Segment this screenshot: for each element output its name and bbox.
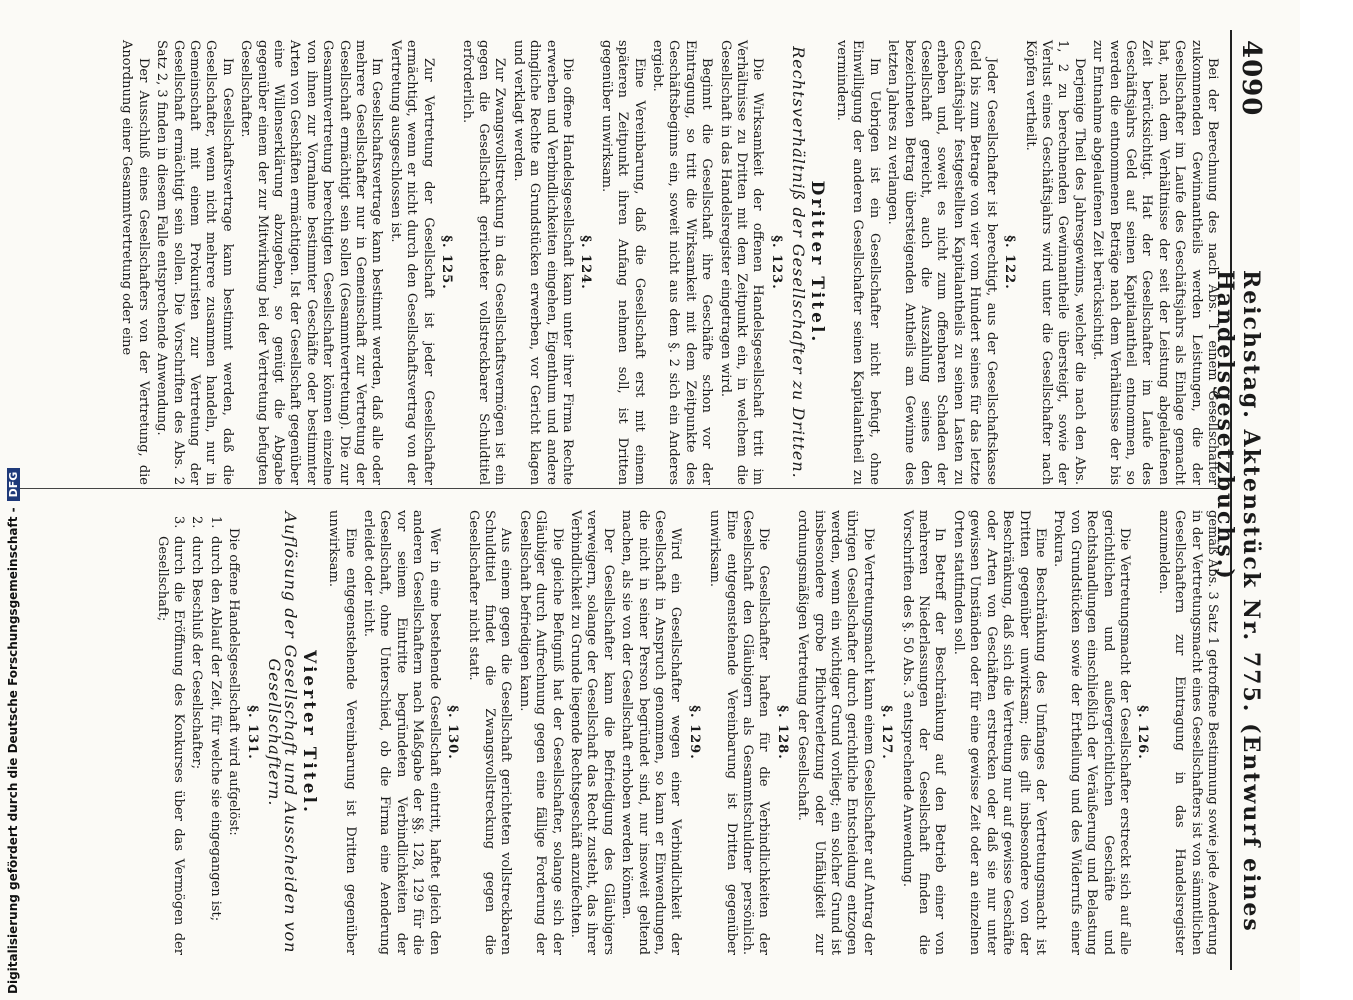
paragraph: Die Vertretungsmacht kann einem Gesellschafter auf Antrag der übrigen Gesellschafter durch gerichtliche Entscheidung entzogen werden, wenn ein wichtiger Grund vorliegt; ein solcher Grund ist insbesondere grobe Pflichtverletzung oder Unfähigkeit zur ordnungsmäßigen Vertretung der Gesellschaft. <box>795 510 876 955</box>
list-number: 1. <box>207 516 223 529</box>
list-item <box>188 510 204 955</box>
right-column <box>20 510 1220 955</box>
page-number: 4090 <box>1236 40 1266 117</box>
section-heading: §. 131. <box>244 705 260 760</box>
paragraph: Die gleiche Befugniß hat der Gesellschafter, solange sich der Gläubiger durch Aufrechnung gegen eine fällige Forderung der Gesellschaft befriedigen kann. <box>516 510 565 955</box>
title-heading: Dritter Titel. <box>806 180 827 345</box>
list-text: durch die Eröffnung des Konkurses über das Vermögen der Gesellschaft; <box>154 536 187 955</box>
column-divider <box>20 488 1220 489</box>
paragraph: Aus einem gegen die Gesellschaft gerichteten vollstreckbaren Schuldtitel findet die Zwangsvollstreckung gegen die Gesellschafter nicht statt. <box>465 510 514 955</box>
left-column <box>20 40 1220 485</box>
list-number: 3. <box>171 516 187 529</box>
paragraph: Zur Vertretung der Gesellschaft ist jeder Gesellschafter ermächtigt, wenn er nicht durch den Gesellschaftsvertrag von der Vertretung ausgeschlossen ist. <box>387 40 436 485</box>
credit-text: Digitalisierung gefördert durch die Deutsche Forschungsgemeinschaft - <box>6 507 20 994</box>
list-number: 2. <box>189 516 205 529</box>
paragraph: Eine Beschränkung des Umfanges der Vertretungsmacht ist Dritten gegenüber unwirksam; dies gilt insbesondere von der Beschränkung, daß sich die Vertretung nur auf gewisse Geschäfte oder Arten von Geschäften erstrecken oder daß sie nur unter gewissen Umständen oder für eine gewisse Zeit oder an einzelnen Orten stattfinden soll. <box>950 510 1048 955</box>
title-heading: Vierter Titel. <box>298 650 319 815</box>
section-heading: §. 125. <box>439 235 455 290</box>
dfg-logo: DFG <box>7 468 20 502</box>
section-heading: §. 123. <box>768 235 784 290</box>
paragraph: Bei der Berechnung des nach Abs. 1 einem Gesellschafter zukommenden Gewinnantheils werden Leistungen, die der Gesellschafter im Laufe des Geschäftsjahrs als Einlage gemacht hat, nach dem Verhältnisse der seit der Leistung abgelaufenen Zeit berücksichtigt. Hat der Gesellschafter im Laufe des Geschäftsjahrs Geld auf seinen Kapitalantheil entnommen, so werden die entnommenen Beträge nach dem Verhältnisse der bis zur Entnahme abgelaufenen Zeit berücksichtigt. <box>1090 40 1220 485</box>
subtitle-heading: Auflösung der Gesellschaft und Ausscheiden von Gesellschaftern. <box>265 511 301 954</box>
paragraph: Beginnt die Gesellschaft ihre Geschäfte schon vor der Eintragung, so tritt die Wirksamkeit mit dem Zeitpunkte des Geschäftsbeginns ein, soweit nicht aus dem §. 2 sich ein Anderes ergiebt. <box>650 40 715 485</box>
paragraph: Die offene Handelsgesellschaft wird aufgelöst: <box>226 528 242 836</box>
paragraph: Im Gesellschaftsvertrage kann bestimmt werden, daß alle oder mehrere Gesellschafter nur in Gemeinschaft zur Vertretung der Gesellschaft ermächtigt sein sollen (Gesammtvertretung). Die zur Gesammtvertretung berechtigten Gesellschafter können einzelne von ihnen zur Vornahme bestimmter Geschäfte oder bestimmter Arten von Geschäften ermächtigen. Ist der Gesellschaft gegenüber eine Willenserklärung abzugeben, so genügt die Abgabe gegenüber einem der zur Mitwirkung bei der Vertretung befugten Gesellschafter. <box>238 40 385 485</box>
paragraph: Im Gesellschaftsvertrage kann bestimmt werden, daß die Gesellschafter, wenn nicht mehrere zusammen handeln, nur in Gemeinschaft mit einem Prokuristen zur Vertretung der Gesellschaft ermächtigt sein sollen. Die Vorschriften des Abs. 2 Satz 2, 3 finden in diesem Falle entsprechende Anwendung. <box>154 40 235 485</box>
list-text: durch Beschluß der Gesellschafter; <box>189 536 205 770</box>
paragraph: Der Gesellschafter kann die Befriedigung des Gläubigers verweigern, solange der Gesellschaft das Recht zusteht, das ihrer Verbindlichkeit zu Grunde liegende Rechtsgeschäft anzufechten. <box>567 510 616 955</box>
paragraph: Die Wirksamkeit der offenen Handelsgesellschaft tritt im Verhältnisse zu Dritten mit dem Zeitpunkt ein, in welchem die Gesellschaft in das Handelsregister eingetragen wird. <box>717 40 766 485</box>
paragraph: Derjenige Theil des Jahresgewinns, welcher die nach den Abs. 1, 2 zu berechnenden Gewinnantheile übersteigt, sowie der Verlust eines Geschäftsjahrs wird unter die Gesellschafter nach Köpfen vertheilt. <box>1022 40 1087 485</box>
list-item <box>153 510 186 955</box>
paragraph: Wer in eine bestehende Gesellschaft eintritt, haftet gleich den anderen Gesellschaftern nach Maßgabe der §§. 128, 129 für die vor seinem Eintritte begründeten Verbindlichkeiten der Gesellschaft, ohne Unterschied, ob die Firma eine Aenderung erleidet oder nicht. <box>361 510 442 955</box>
digitization-credit <box>6 0 26 994</box>
subtitle-heading: Rechtsverhältniß der Gesellschafter zu Dritten. <box>789 46 809 479</box>
section-heading: §. 126. <box>1135 705 1151 760</box>
paragraph: Die Vertretungsmacht der Gesellschafter erstreckt sich auf alle gerichtlichen und außergerichtlichen Geschäfte und Rechtshandlungen einschließlich der Veräußerung und Belastung von Grundstücken sowie der Ertheilung und des Widerrufs einer Prokura. <box>1051 510 1132 955</box>
list-text: durch den Ablauf der Zeit, für welche sie eingegangen ist; <box>207 536 223 922</box>
page-header <box>1212 30 1272 970</box>
paragraph: In Betreff der Beschränkung auf den Betrieb einer von mehreren Niederlassungen der Gesellschaft finden die Vorschriften des §. 50 Abs. 3 entsprechende Anwendung. <box>899 510 948 955</box>
paragraph: Eine Vereinbarung, daß die Gesellschaft erst mit einem späteren Zeitpunkt ihren Anfang nehmen soll, ist Dritten gegenüber unwirksam. <box>598 40 647 485</box>
paragraph: Die Gesellschafter haften für die Verbindlichkeiten der Gesellschaft den Gläubigern als Gesammtschuldner persönlich. Eine entgegenstehende Vereinbarung ist Dritten gegenüber unwirksam. <box>707 510 772 955</box>
paragraph: Wird ein Gesellschafter wegen einer Verbindlichkeit der Gesellschaft in Anspruch genommen, so kann er Einwendungen, die nicht in seiner Person begründet sind, nur insoweit geltend machen, als sie von der Gesellschaft erhoben werden können. <box>619 510 684 955</box>
paragraph: Zur Zwangsvollstreckung in das Gesellschaftsvermögen ist ein gegen die Gesellschaft gerichteter vollstreckbarer Schuldtitel erforderlich. <box>459 40 508 485</box>
section-heading: §. 122. <box>1002 235 1018 290</box>
paragraph: Der Ausschluß eines Gesellschafters von der Vertretung, die Anordnung einer Gesammtvertretung oder eine <box>119 40 151 485</box>
section-heading: §. 129. <box>686 705 702 760</box>
paragraph: gemäß Abs. 3 Satz 1 getroffene Bestimmung sowie jede Aenderung in der Vertretungsmacht eines Gesellschafters ist von sämmtlichen Gesellschaftern zur Eintragung in das Handelsregister anzumelden. <box>1155 510 1220 956</box>
list-item <box>206 510 222 955</box>
section-heading: §. 124. <box>578 235 594 290</box>
page-title: Reichstag. Aktenstück Nr. 775. (Entwurf eines Handelsgesetzbuchs.) <box>1212 270 1264 933</box>
section-heading: §. 130. <box>445 705 461 760</box>
paragraph: Die offene Handelsgesellschaft kann unter ihrer Firma Rechte erwerben und Verbindlichkeiten eingehen, Eigenthum und andere dingliche Rechte an Grundstücken erwerben, vor Gericht klagen und verklagt werden. <box>510 40 575 485</box>
section-heading: §. 127. <box>879 705 895 760</box>
section-heading: §. 128. <box>774 705 790 760</box>
paragraph: Jeder Gesellschafter ist berechtigt, aus der Gesellschaftskasse Geld bis zum Betrage von vier vom Hundert seines für das letzte Geschäftsjahr festgestellten Kapitalantheils zu seinen Lasten zu erheben und, soweit es nicht zum offenbaren Schaden der Gesellschaft gereicht, auch die Auszahlung seines den bezeichneten Betrag übersteigenden Antheils am Gewinne des letzten Jahres zu verlangen. <box>885 40 999 485</box>
paragraph: Eine entgegenstehende Vereinbarung ist Dritten gegenüber unwirksam. <box>326 510 358 955</box>
paragraph: Im Uebrigen ist ein Gesellschafter nicht befugt, ohne Einwilligung der anderen Gesellschafter seinen Kapitalantheil zu vermindern. <box>834 40 882 485</box>
